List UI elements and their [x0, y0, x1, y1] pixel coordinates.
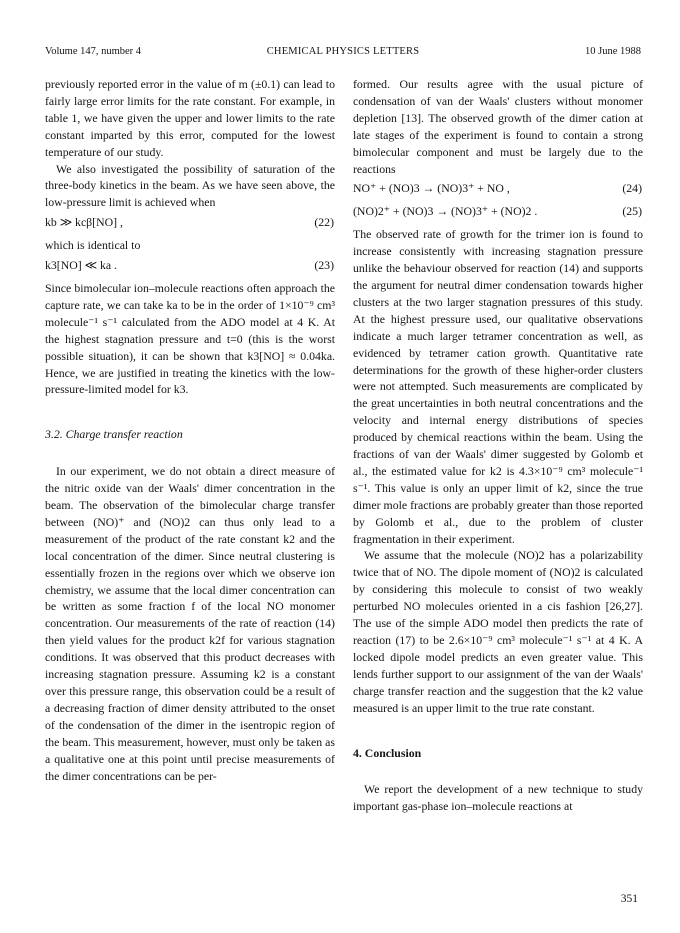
- paragraph: We also investigated the possibility of saturation of the three-body kinetics in the beam. As we have seen above, the low-pressure limit is achieved when: [45, 161, 335, 210]
- equation-number: (23): [314, 258, 334, 273]
- issue-date: 10 June 1988: [585, 46, 641, 57]
- paragraph: previously reported error in the value of m (±0.1) can lead to fairly large error limits for the rate constant. For example, in table 1, we have given the upper and lower limits to the rate constant imparted by this error, computed for the lowest temperature of our study.: [45, 77, 335, 159]
- paragraph: The observed rate of growth for the trimer ion is found to increase consistently with increasing stagnation pressure unlike the behaviour observed for reaction (14) and supports the argument for neutral dimer condensation towards higher clusters at the two larger stagnation pressures of this study. At the highest pressure used, our qualitative observations indicate a much larger tetramer concentration as well, as evidenced by tetramer cation growth. Quantitative rate determinations for the growth of these higher-order clusters were not attempted. Such measurements are complicated by the great uncertainties in both neutral concentrations and the velocity and internal energy distributions of species produced by chemical reactions within the beam. Using the fractions of van der Waals' dimer suggested by Golomb et al., the estimated value for k2 is 4.3×10⁻⁹ cm³ molecule⁻¹ s⁻¹. This value is only an upper limit of k2, since the true dimer mole fractions are probably greater than those reported by Golomb et al., due to the problem of cluster fragmentation in their experiment.: [353, 227, 643, 546]
- running-header: [45, 46, 641, 60]
- right-column: [353, 76, 643, 815]
- page-number: 351: [620, 893, 638, 905]
- paragraph: which is identical to: [45, 238, 141, 253]
- equation-23: [45, 257, 335, 274]
- left-column: [45, 76, 335, 784]
- equation-body: k3[NO] ≪ ka .: [45, 258, 117, 273]
- equation-number: (24): [622, 181, 642, 196]
- paragraph: formed. Our results agree with the usual picture of condensation of van der Waals' clusters without monomer depletion [13]. The observed growth of the dimer cation at late stages of the experiment is found to contain a strong bimolecular component and must be largely due to the reactions: [353, 77, 643, 176]
- equation-body: NO⁺ + (NO)3 → (NO)3⁺ + NO ,: [353, 181, 510, 196]
- equation-body: (NO)2⁺ + (NO)3 → (NO)3⁺ + (NO)2 .: [353, 204, 538, 219]
- equation-22: [45, 214, 335, 231]
- equation-number: (25): [622, 204, 642, 219]
- equation-body: kb ≫ kcβ[NO] ,: [45, 215, 123, 230]
- section-heading: 4. Conclusion: [353, 745, 422, 760]
- paragraph: In our experiment, we do not obtain a direct measure of the nitric oxide van der Waals' dimer concentration in the beam. The observation of the bimolecular charge transfer between (NO)⁺ and (NO)2 can thus only lead to a measurement of the product of the rate constant k2 and the local concentration of the dimer. Since neutral clustering is essentially frozen in the regions over which we observe ion chemistry, we assume that the local dimer concentration can be written as some fraction f of the local NO monomer concentration. Our measurements of the rate of reaction (14) then yield values for the product k2f for various stagnation conditions. It was observed that this product decreases with increasing stagnation pressure. Assuming k2 is a constant over this pressure range, this observation could be a result of a decreasing fraction of dimer density attributed to the onset of the condensation of the dimer in the isentropic region of the beam. This measurement, however, must only be taken as a qualitative one at this point until precise measurements of the dimer concentrations can be per-: [45, 464, 335, 783]
- equation-number: (22): [314, 215, 334, 230]
- paragraph: Since bimolecular ion–molecule reactions often approach the capture rate, we can take ka to be in the order of 1×10⁻⁹ cm³ molecule⁻¹ s⁻¹ calculated from the ADO model at 4 K. At the highest stagnation pressure and t=0 (this is the worst possible situation), it can be shown that k3[NO] ≈ 0.04ka. Hence, we are justified in treating the kinetics with the low-pressure-limited model for k3.: [45, 280, 335, 397]
- equation-25: [353, 203, 643, 220]
- subsection-heading: 3.2. Charge transfer reaction: [45, 427, 183, 442]
- equation-24: [353, 180, 643, 197]
- paragraph: We report the development of a new technique to study important gas-phase ion–molecule reactions at: [353, 782, 643, 814]
- paragraph: We assume that the molecule (NO)2 has a polarizability twice that of NO. The dipole moment of (NO)2 is calculated by considering this molecule to consist of two weakly perturbed NO molecules oriented in a cis fashion [26,27]. The use of the simple ADO model then predicts the rate of reaction (17) to be 2.6×10⁻⁹ cm³ molecule⁻¹ s⁻¹ at 4 K. A locked dipole model predicts an even greater value. This lends further support to our assignment of the van der Waals' charge transfer reaction and the suggestion that the k2 value measured is an upper limit to the true rate constant.: [353, 548, 643, 715]
- journal-title: CHEMICAL PHYSICS LETTERS: [266, 46, 420, 57]
- volume-info: Volume 147, number 4: [45, 46, 142, 57]
